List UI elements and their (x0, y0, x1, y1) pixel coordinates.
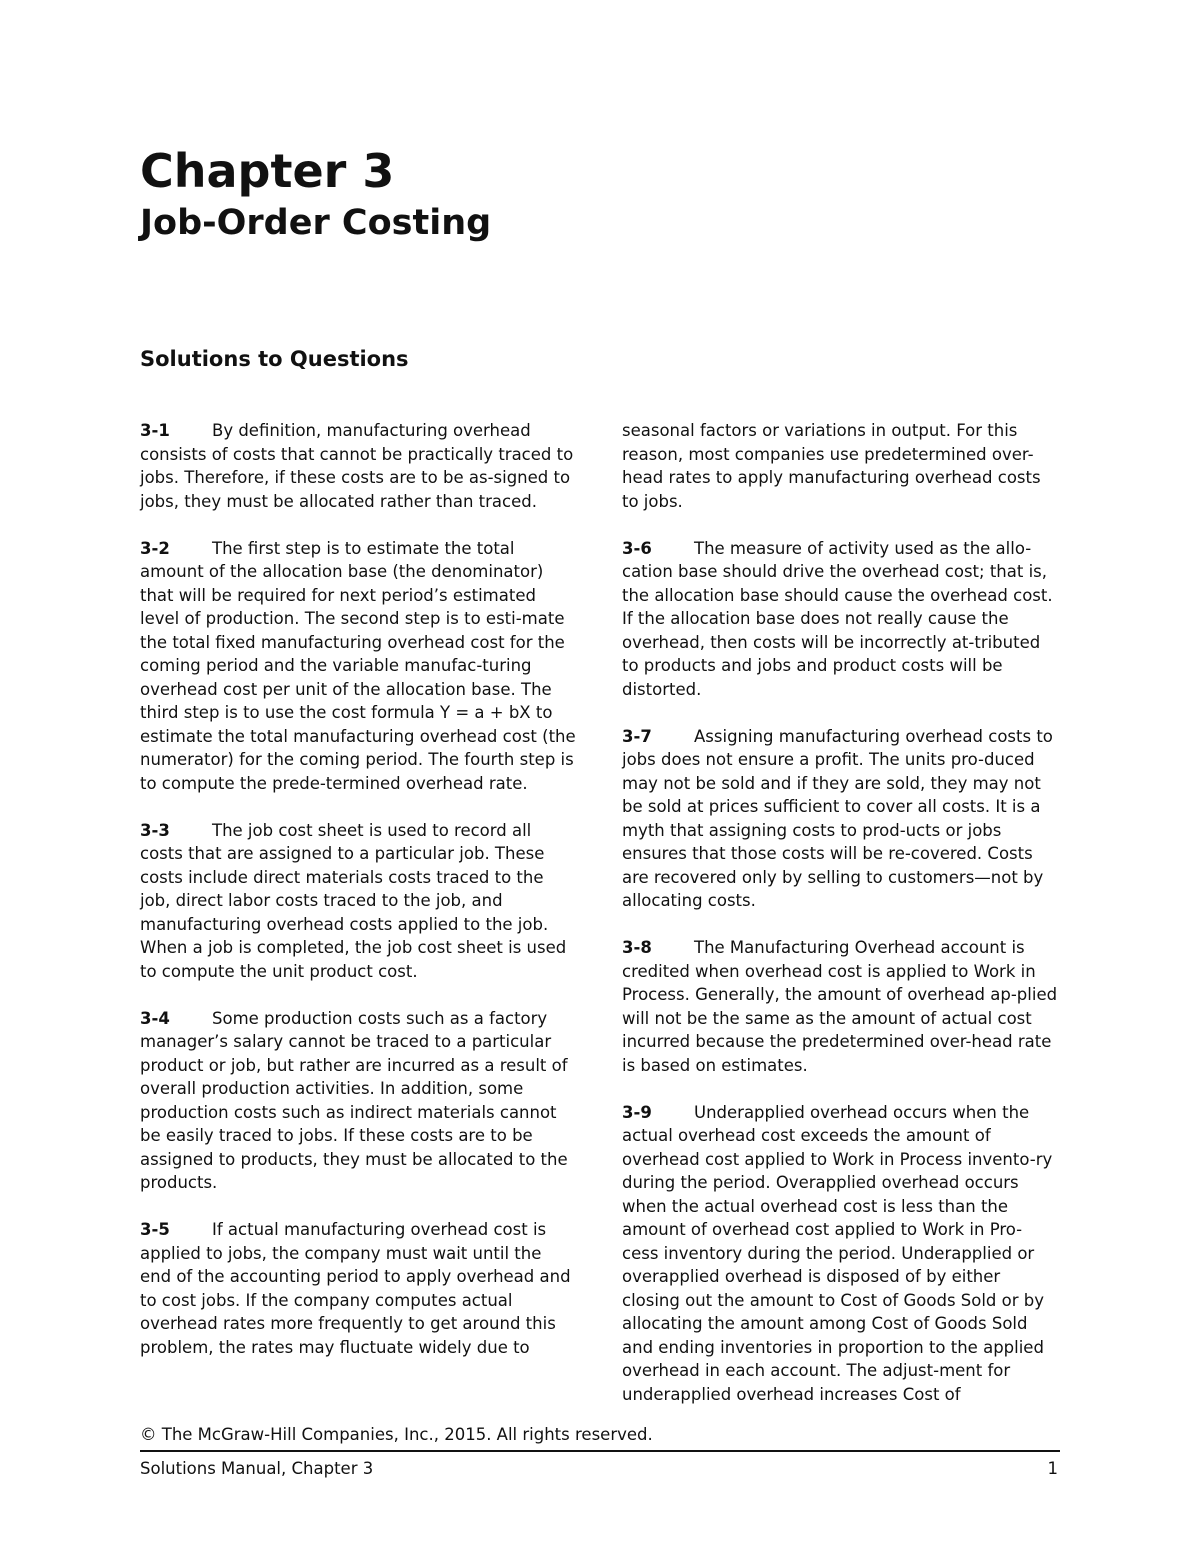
page-number: 1 (1047, 1459, 1058, 1478)
question-3-2 (140, 537, 576, 796)
question-text: The Manufacturing Overhead account is credited when overhead cost is applied to Work in Process. Generally, the amount of overhead ap-plied will not be the same as the amount of actual cost incurred because the predetermined over-head rate is based on estimates. (622, 938, 1058, 1075)
question-3-6 (622, 537, 1058, 702)
left-column (140, 419, 576, 1383)
question-text: Some production costs such as a factory manager’s salary cannot be traced to a particular product or job, but rather are incurred as a result of overall production activities. In addition, some production costs such as indirect materials cannot be easily traced to jobs. If these costs are to be assigned to products, they must be allocated to the products. (140, 1008, 568, 1192)
footer-divider (140, 1450, 1060, 1452)
right-column (622, 419, 1058, 1430)
question-3-5-continued: seasonal factors or variations in output. For this reason, most companies use predetermined over-head rates to apply manufacturing overhead costs to jobs. (622, 421, 1041, 511)
question-text: The first step is to estimate the total amount of the allocation base (the denominator) that will be required for next period’s estimated level of production. The second step is to esti-mate the total fixed manufacturing overhead cost for the coming period and the variable manufac-turing overhead cost per unit of the allocation base. The third step is to use the cost formula Y = a + bX to estimate the total manufacturing overhead cost (the numerator) for the coming period. The fourth step is to compute the prede-termined overhead rate. (140, 538, 576, 793)
chapter-subtitle: Job-Order Costing (140, 203, 492, 243)
question-number: 3-7 (622, 726, 652, 746)
question-3-1 (140, 419, 576, 513)
question-text: If actual manufacturing overhead cost is applied to jobs, the company must wait until the end of the accounting period to apply overhead and to cost jobs. If the company computes actual overhead rates more frequently to get around this problem, the rates may fluctuate widely due to (140, 1220, 571, 1357)
footer-copyright: © The McGraw-Hill Companies, Inc., 2015. All rights reserved. (140, 1425, 653, 1444)
question-3-5 (140, 1218, 576, 1359)
question-number: 3-3 (140, 820, 170, 840)
question-text: The job cost sheet is used to record all costs that are assigned to a particular job. These costs include direct materials costs traced to the job, direct labor costs traced to the job, and manufacturing overhead costs applied to the job. When a job is completed, the job cost sheet is used to compute the unit product cost. (140, 820, 567, 981)
question-number: 3-1 (140, 421, 170, 440)
question-number: 3-8 (622, 938, 652, 957)
question-3-7 (622, 725, 1058, 913)
question-number: 3-5 (140, 1220, 170, 1239)
chapter-title: Chapter 3 (140, 144, 395, 198)
question-number: 3-6 (622, 538, 652, 558)
question-number: 3-2 (140, 538, 170, 558)
question-text: Assigning manufacturing overhead costs to jobs does not ensure a profit. The units pro-duced may not be sold and if they are sold, they may not be sold at prices sufficient to cover all costs. It is a myth that assigning costs to prod-ucts or jobs ensures that those costs will be re-covered. Costs are recovered only by selling to customers—not by allocating costs. (622, 726, 1053, 910)
question-text: By definition, manufacturing overhead consists of costs that cannot be practically traced to jobs. Therefore, if these costs are to be as-signed to jobs, they must be allocated rather than traced. (140, 421, 574, 511)
section-title: Solutions to Questions (140, 347, 409, 371)
footer-manual-label: Solutions Manual, Chapter 3 (140, 1459, 374, 1478)
question-text: The measure of activity used as the allo-cation base should drive the overhead cost; that is, the allocation base should cause the overhead cost. If the allocation base does not really cause the overhead, then costs will be incorrectly at-tributed to products and jobs and product costs will be distorted. (622, 538, 1053, 699)
question-number: 3-9 (622, 1102, 652, 1122)
question-number: 3-4 (140, 1008, 170, 1028)
question-3-8 (622, 936, 1058, 1077)
question-3-4 (140, 1007, 576, 1195)
question-text: Underapplied overhead occurs when the actual overhead cost exceeds the amount of overhead cost applied to Work in Process invento-ry during the period. Overapplied overhead occurs when the actual overhead cost is less than the amount of overhead cost applied to Work in Pro-cess inventory during the period. Underapplied or overapplied overhead is disposed of by either closing out the amount to Cost of Goods Sold or by allocating the amount among Cost of Goods Sold and ending inventories in proportion to the applied overhead in each account. The adjust-ment for underapplied overhead increases Cost of (622, 1102, 1053, 1404)
question-3-3 (140, 819, 576, 984)
question-3-9 (622, 1101, 1058, 1407)
